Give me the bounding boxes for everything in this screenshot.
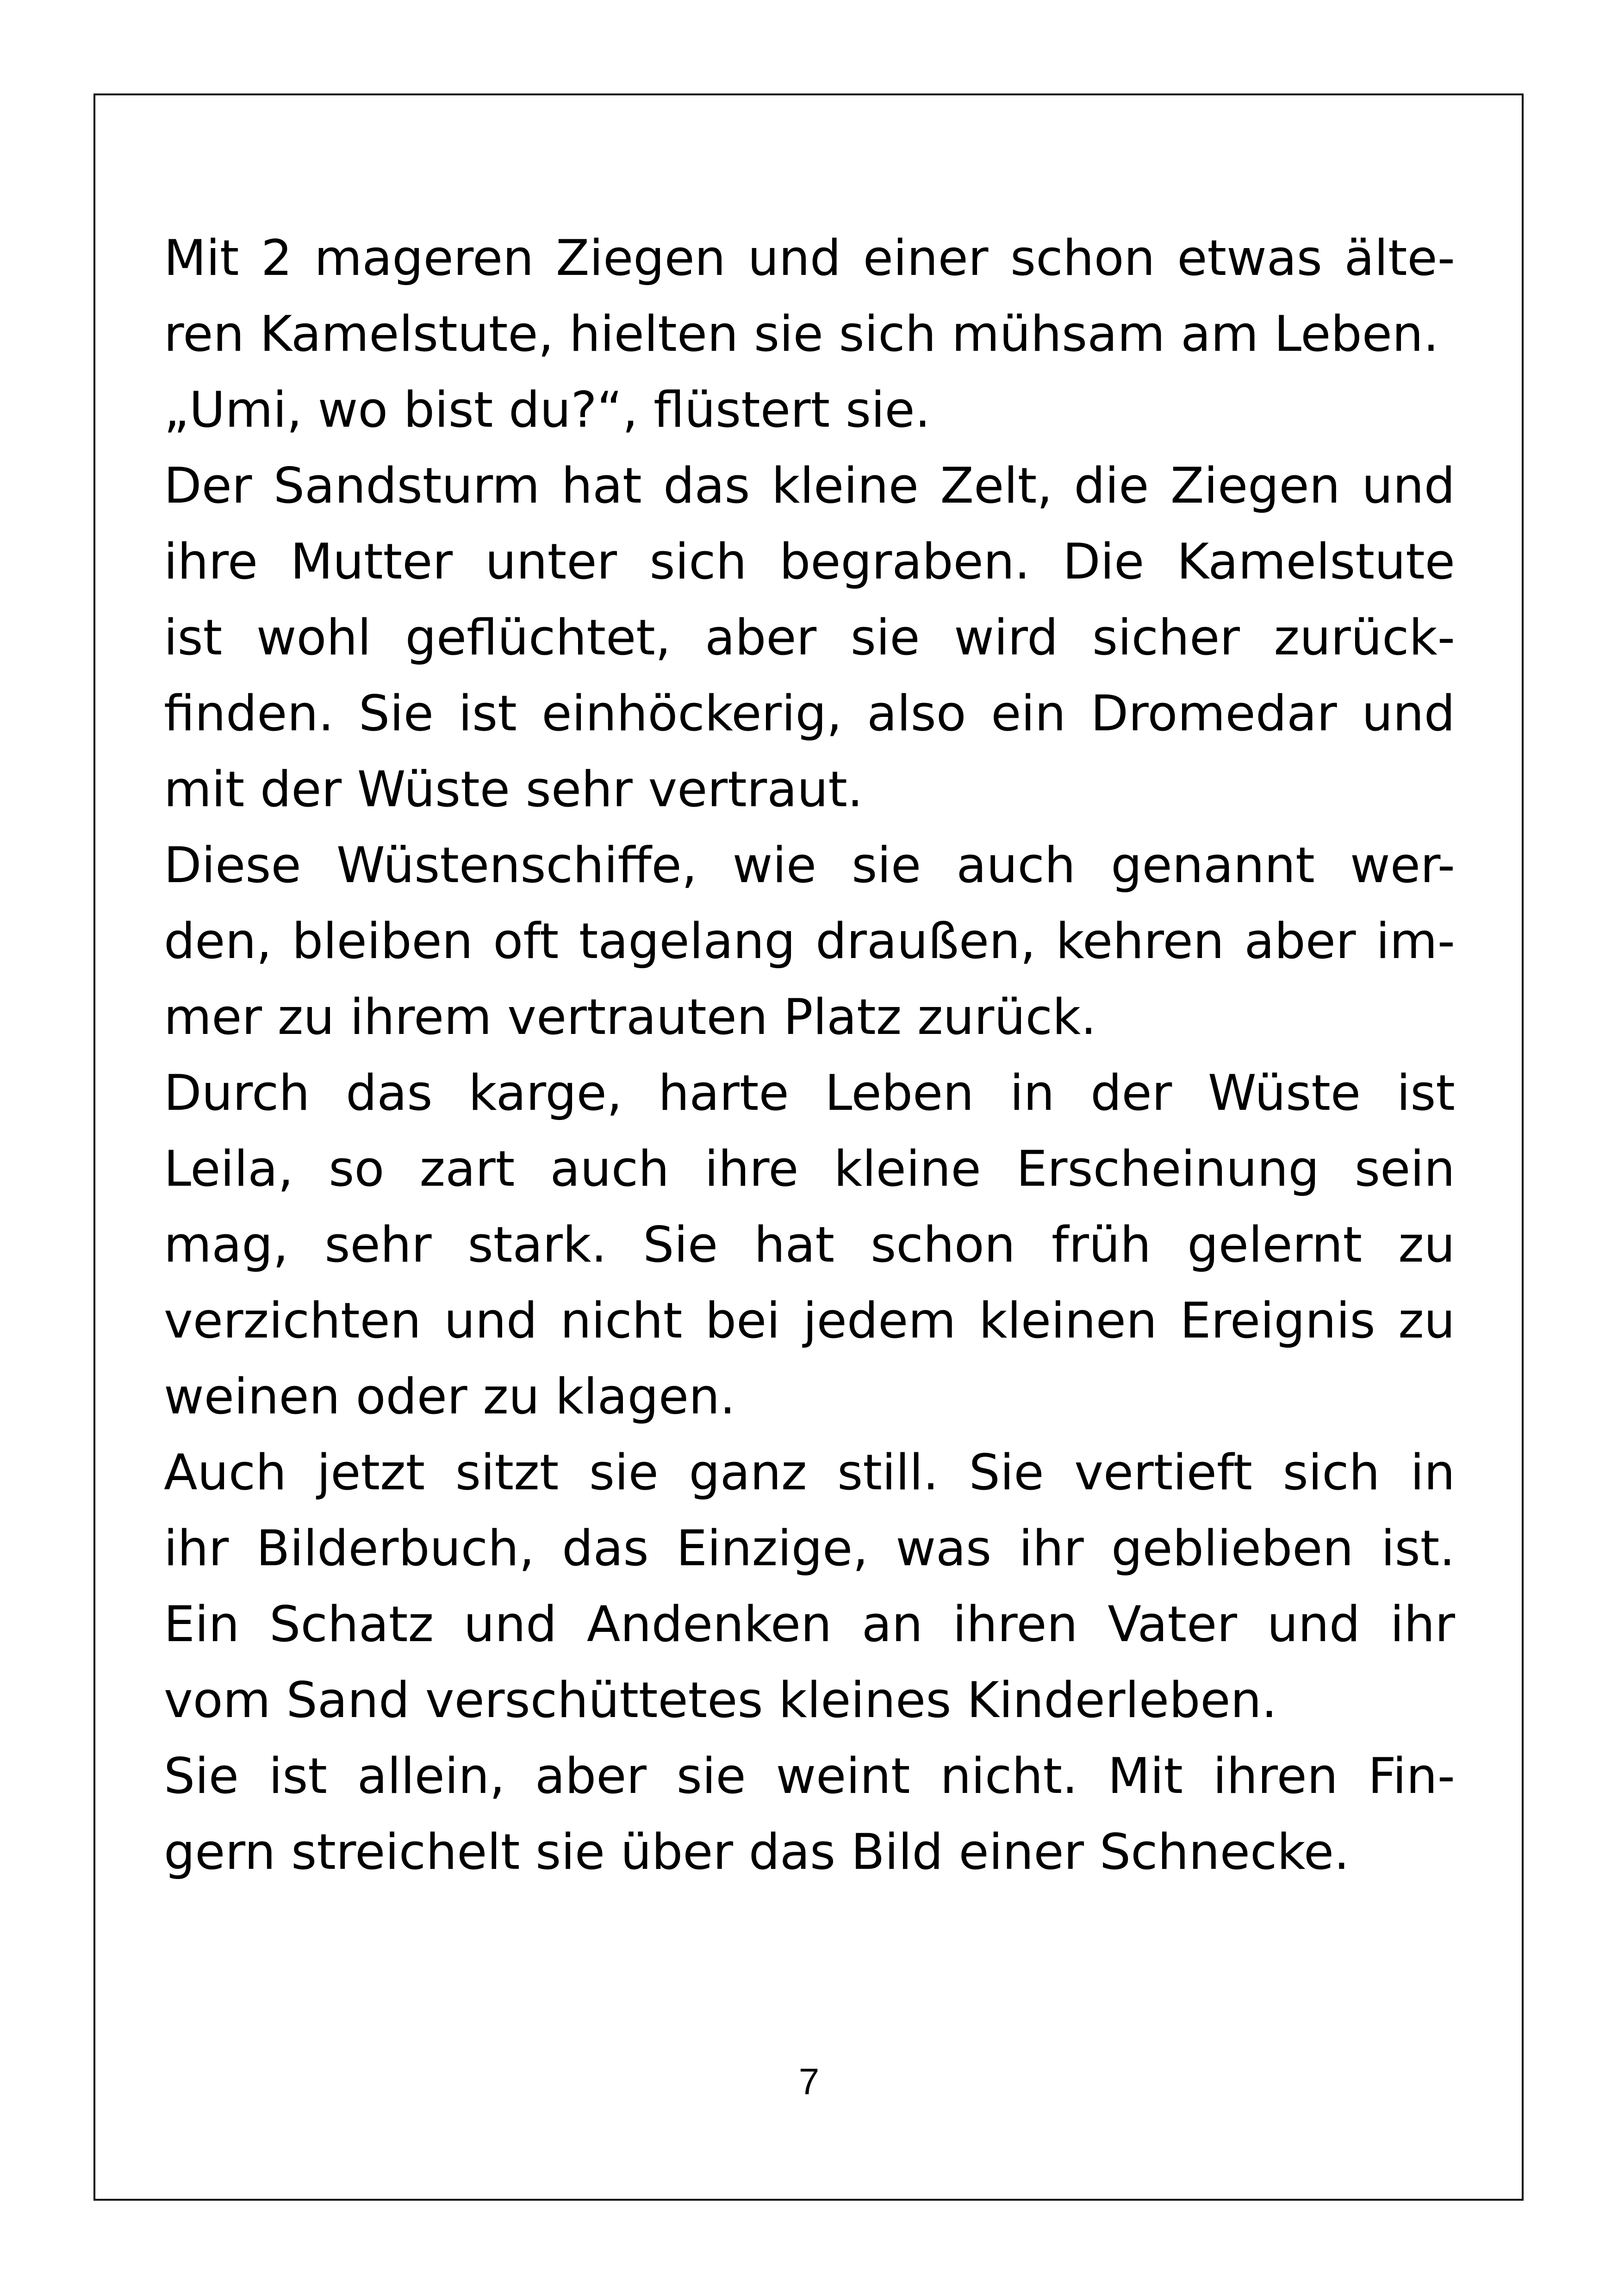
text-line: vom Sand verschüttetes kleines Kinderleben. (164, 1672, 1277, 1729)
page-number: 7 (798, 2061, 820, 2102)
text-line: Sie ist allein, aber sie weint nicht. Mit ihren Fin- (164, 1748, 1455, 1804)
text-line: Ein Schatz und Andenken an ihren Vater und ihr (164, 1596, 1455, 1653)
text-line: Diese Wüstenschiffe, wie sie auch genannt wer- (164, 837, 1455, 894)
text-line: Durch das karge, harte Leben in der Wüste ist (164, 1064, 1455, 1121)
text-line: ihr Bilderbuch, das Einzige, was ihr geblieben ist. (164, 1520, 1455, 1577)
text-line: mit der Wüste sehr vertraut. (164, 761, 863, 818)
story-text (164, 220, 1455, 1890)
text-line: gern streichelt sie über das Bild einer Schnecke. (164, 1823, 1350, 1880)
text-line: mag, sehr stark. Sie hat schon früh gelernt zu (164, 1216, 1455, 1273)
text-line: Der Sandsturm hat das kleine Zelt, die Ziegen und (164, 457, 1455, 514)
text-line: verzichten und nicht bei jedem kleinen Ereignis zu (164, 1292, 1455, 1349)
text-line: „Umi, wo bist du?“, flüstert sie. (164, 381, 931, 438)
text-line: ren Kamelstute, hielten sie sich mühsam am Leben. (164, 305, 1439, 362)
text-line: den, bleiben oft tagelang draußen, kehren aber im- (164, 913, 1455, 970)
text-line: finden. Sie ist einhöckerig, also ein Dromedar und (164, 685, 1455, 742)
text-line: mer zu ihrem vertrauten Platz zurück. (164, 989, 1096, 1045)
text-line: Leila, so zart auch ihre kleine Erscheinung sein (164, 1140, 1455, 1197)
text-line: ihre Mutter unter sich begraben. Die Kamelstute (164, 533, 1455, 590)
text-line: weinen oder zu klagen. (164, 1368, 735, 1425)
text-line: Mit 2 mageren Ziegen und einer schon etwas älte- (164, 230, 1455, 286)
text-line: Auch jetzt sitzt sie ganz still. Sie vertieft sich in (164, 1444, 1455, 1501)
text-line: ist wohl geflüchtet, aber sie wird sicher zurück- (164, 609, 1455, 666)
